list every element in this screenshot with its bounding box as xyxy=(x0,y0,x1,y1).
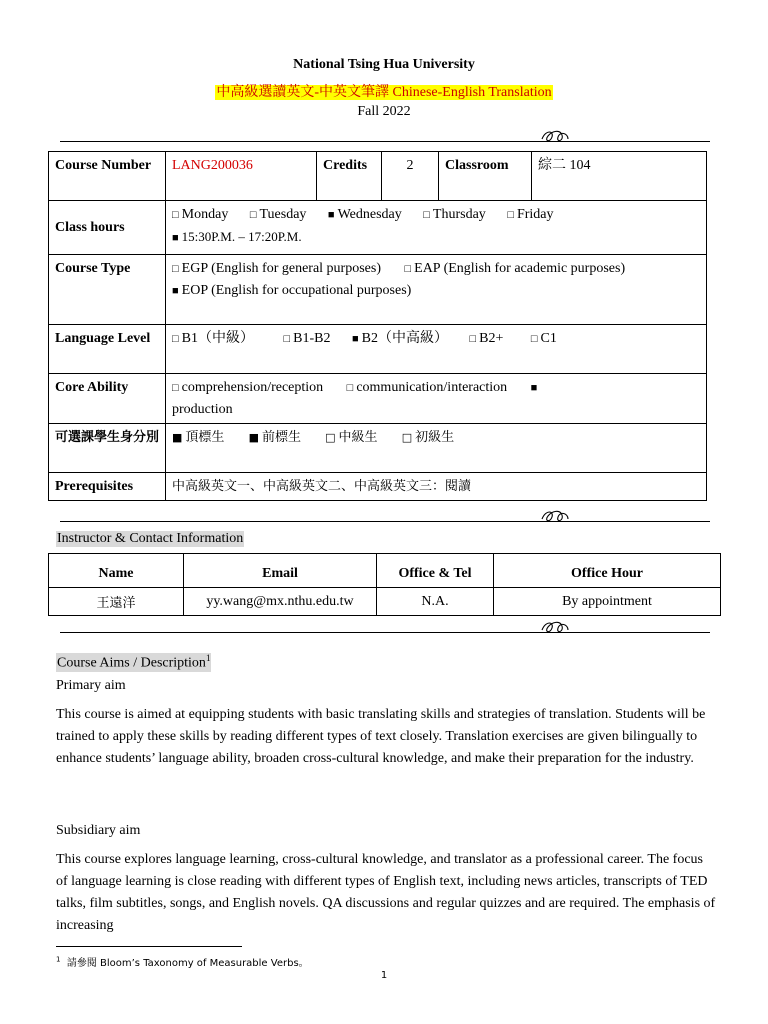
language-level-label: Language Level xyxy=(49,325,166,374)
subsidiary-aim-text: This course explores language learning, cross-cultural knowledge, and translator as a professional career. The focus of language learning is close reading with different types of English text, including news articles, transcripts of TED talks, film subtitles, songs, and English novels. QA discussions and regular quizzes and are required. The emphasis of increasing xyxy=(56,852,716,933)
eligibility-label: 可選課學生身分別 xyxy=(49,424,166,473)
class-hours-value xyxy=(166,201,707,255)
section-divider xyxy=(60,521,710,522)
course-type-eop: ■ EOP (English for occupational purposes) xyxy=(172,283,411,298)
eligibility-top: ■ 頂標生 xyxy=(172,430,224,445)
col-name-header: Name xyxy=(49,554,184,588)
course-type-egp: □ EGP (English for general purposes) xyxy=(172,261,381,276)
core-ability-production: production xyxy=(172,402,233,417)
col-email-header: Email xyxy=(184,554,377,588)
course-info-table xyxy=(48,151,707,501)
day-friday: □ Friday xyxy=(507,207,553,222)
core-ability-value xyxy=(166,374,707,424)
instructor-table xyxy=(48,553,721,616)
eligibility-middle: □ 中級生 xyxy=(325,430,377,445)
credits-label: Credits xyxy=(317,152,382,201)
university-name: National Tsing Hua University xyxy=(293,57,475,72)
course-type-label: Course Type xyxy=(49,255,166,325)
ornament-icon xyxy=(540,507,570,525)
instructor-email: yy.wang@mx.nthu.edu.tw xyxy=(184,588,377,616)
course-type-eap: □ EAP (English for academic purposes) xyxy=(404,261,625,276)
course-number-label: Course Number xyxy=(49,152,166,201)
footnote: $^1$ 請參閱 Bloom’s Taxonomy of Measurable Verbs。 xyxy=(56,955,309,969)
instructor-office: N.A. xyxy=(377,588,494,616)
col-hour-header: Office Hour xyxy=(494,554,721,588)
classroom-value: 綜二 104 xyxy=(532,152,707,201)
day-wednesday: ■ Wednesday xyxy=(328,207,402,222)
aims-section-title: Course Aims / Description$^1$ xyxy=(57,653,211,671)
eligibility-value xyxy=(166,424,707,473)
prerequisites-label: Prerequisites xyxy=(49,473,166,501)
page-number: 1 xyxy=(380,970,388,981)
class-time: ■ 15:30P.M. – 17:20P.M. xyxy=(172,229,302,244)
primary-aim-text: This course is aimed at equipping students with basic translating skills and strategies of translation. Students will be trained to apply these skills by reading different types of text closely. Translation exercises are given bilingually to enhance students’ language ability, broaden cross-cultural knowledge, and make their preparation for the industry. xyxy=(56,707,706,766)
classroom-label: Classroom xyxy=(439,152,532,201)
section-divider xyxy=(60,632,710,633)
day-monday: □ Monday xyxy=(172,207,228,222)
col-office-header: Office & Tel xyxy=(377,554,494,588)
term: Fall 2022 xyxy=(357,104,411,119)
day-tuesday: □ Tuesday xyxy=(250,207,307,222)
instructor-office-hour: By appointment xyxy=(494,588,721,616)
course-number-value: LANG200036 xyxy=(166,152,317,201)
subsidiary-aim-label: Subsidiary aim xyxy=(56,823,141,838)
instructor-section-title: Instructor & Contact Information xyxy=(57,531,244,546)
instructor-name: 王遠洋 xyxy=(49,588,184,616)
course-title: 中高級選讀英文-中英文筆譯 Chinese-English Translation xyxy=(216,85,552,100)
core-ability-label: Core Ability xyxy=(49,374,166,424)
credits-value: 2 xyxy=(382,152,439,201)
section-divider xyxy=(60,141,710,142)
primary-aim-label: Primary aim xyxy=(56,678,126,693)
level-c1: □ C1 xyxy=(531,331,557,346)
eligibility-front: ■ 前標生 xyxy=(249,430,301,445)
language-level-value xyxy=(166,325,707,374)
prerequisites-value: 中高級英文一、中高級英文二、中高級英文三：閱讀 xyxy=(166,473,707,501)
footnote-ref: 1 xyxy=(205,653,211,663)
ornament-icon xyxy=(540,618,570,636)
day-thursday: □ Thursday xyxy=(423,207,486,222)
footnote-rule xyxy=(56,946,242,947)
level-b1: □ B1（中級） xyxy=(172,331,254,346)
core-ability-communication: □ communication/interaction xyxy=(347,380,508,395)
level-b2plus: □ B2+ xyxy=(470,331,504,346)
level-b1-b2: □ B1-B2 xyxy=(284,331,331,346)
ornament-icon xyxy=(540,127,570,145)
core-ability-comprehension: □ comprehension/reception xyxy=(172,380,323,395)
course-type-value xyxy=(166,255,707,325)
level-b2: ■ B2（中高級） xyxy=(352,331,448,346)
class-hours-label: Class hours xyxy=(49,201,166,255)
eligibility-beginner: □ 初級生 xyxy=(402,430,454,445)
